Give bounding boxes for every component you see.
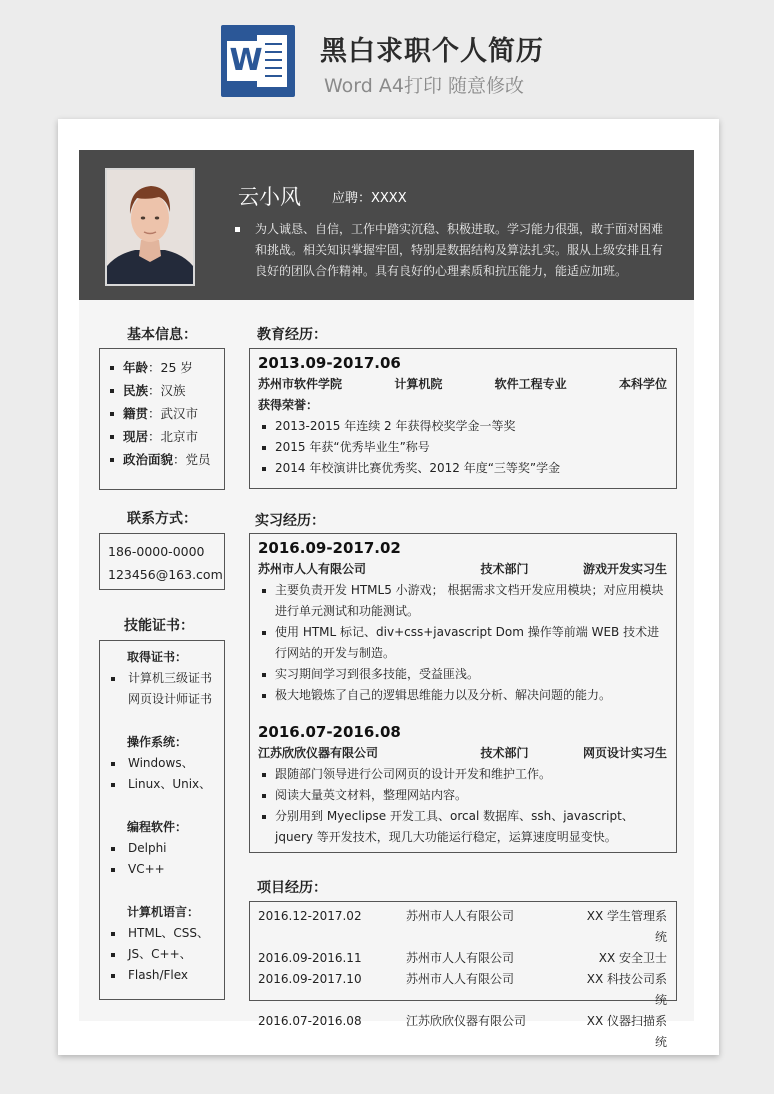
job-duties <box>258 580 667 706</box>
cert-line1: 计算机三级证书 <box>128 671 213 685</box>
word-icon <box>221 25 295 97</box>
internship-title: 实习经历： <box>255 513 325 529</box>
list-item: 2014 年校演讲比赛优秀奖、2012 年度“三等奖”学金 <box>258 458 667 479</box>
bullet-icon <box>235 227 240 232</box>
list-item: HTML、CSS、 <box>100 923 224 944</box>
basic-info-label: 年龄 <box>123 360 149 375</box>
list-item: Linux、Unix、 <box>100 774 224 795</box>
project-date: 2016.07-2016.08 <box>258 1014 362 1028</box>
list-item: Windows、 <box>100 753 224 774</box>
banner-subtitle: Word A4打印 随意修改 <box>324 75 525 97</box>
job-duties <box>258 764 667 848</box>
list-item: 实习期间学习到很多技能，受益匪浅。 <box>258 664 667 685</box>
education-box <box>249 348 677 489</box>
contact-email: 123456@163.com <box>108 567 223 582</box>
skills-box <box>99 640 225 1000</box>
project-name: XX 安全卫士 <box>598 951 667 965</box>
job-role: 网页设计实习生 <box>582 746 667 760</box>
list-item: VC++ <box>100 859 224 880</box>
list-item: 极大地锻炼了自己的逻辑思维能力以及分析、解决问题的能力。 <box>258 685 667 706</box>
contact-title: 联系方式： <box>127 511 197 527</box>
os-list <box>100 753 224 795</box>
basic-info-label: 籍贯 <box>123 406 149 421</box>
job-row <box>258 743 667 764</box>
basic-info-item <box>106 448 224 471</box>
job-dept: 技术部门 <box>480 562 529 576</box>
banner <box>0 0 774 118</box>
job-row <box>258 559 667 580</box>
prog-title: 编程软件： <box>127 820 188 834</box>
banner-title: 黑白求职个人简历 <box>320 36 544 67</box>
job-company: 苏州市人人有限公司 <box>258 562 367 576</box>
list-item: JS、C++、 <box>100 944 224 965</box>
applied-position: 应聘：XXXX <box>332 191 407 206</box>
internship-box <box>249 533 677 853</box>
basic-info-value: ：25 岁 <box>148 360 193 375</box>
project-name: XX 学生管理系统 <box>586 909 667 944</box>
project-row <box>258 906 667 948</box>
project-company: 苏州市人人有限公司 <box>406 909 515 923</box>
project-date: 2016.09-2017.10 <box>258 972 362 986</box>
projects-title: 项目经历： <box>257 880 327 896</box>
list-item: 跟随部门领导进行公司网页的设计开发和维护工作。 <box>258 764 667 785</box>
word-icon-letter: W <box>227 41 265 81</box>
education-major: 软件工程专业 <box>494 377 567 391</box>
project-company: 苏州市人人有限公司 <box>406 972 515 986</box>
basic-info-item <box>106 425 224 448</box>
education-title: 教育经历： <box>257 327 327 343</box>
basic-info-label: 民族 <box>123 383 149 398</box>
project-row <box>258 969 667 1011</box>
project-row <box>258 1011 667 1053</box>
project-name: XX 仪器扫描系统 <box>586 1014 667 1049</box>
education-dept: 计算机院 <box>394 377 443 391</box>
basic-info-value: ：党员 <box>173 452 211 467</box>
lang-list <box>100 923 224 986</box>
job-date: 2016.09-2017.02 <box>258 539 401 557</box>
honors-list <box>258 416 667 479</box>
project-company: 苏州市人人有限公司 <box>406 951 515 965</box>
education-row <box>258 374 667 395</box>
job-date: 2016.07-2016.08 <box>258 723 401 741</box>
list-item: 主要负责开发 HTML5 小游戏； 根据需求文档开发应用模块；对应用模块进行单元测试和功能测试。 <box>258 580 667 622</box>
education-degree: 本科学位 <box>618 377 667 391</box>
list-item: 2013-2015 年连续 2 年获得校奖学金一等奖 <box>258 416 667 437</box>
list-item: 使用 HTML 标记、div+css+javascript Dom 操作等前端 WEB 技术进行网站的开发与制造。 <box>258 622 667 664</box>
resume-header <box>79 150 694 300</box>
basic-info-label: 现居 <box>123 429 149 444</box>
contact-phone: 186-0000-0000 <box>108 544 205 559</box>
job-company: 江苏欣欣仪器有限公司 <box>258 746 379 760</box>
job-dept: 技术部门 <box>480 746 529 760</box>
basic-info-item <box>106 356 224 379</box>
projects-box <box>249 901 677 1049</box>
list-item <box>100 668 224 689</box>
lang-title: 计算机语言： <box>127 905 200 919</box>
project-company: 江苏欣欣仪器有限公司 <box>406 1014 527 1028</box>
self-introduction: 为人诚恳、自信，工作中踏实沉稳、积极进取。学习能力很强，敢于面对困难和挑战。相关知识掌握牢固，特别是数据结构及算法扎实。服从上级安排且有良好的团队合作精神。具有良好的心理素质和抗压能力，能适应加班。 <box>255 222 664 278</box>
basic-info-value: ：北京市 <box>148 429 199 444</box>
basic-info-title: 基本信息： <box>127 327 197 343</box>
basic-info-value: ：武汉市 <box>148 406 199 421</box>
basic-info-label: 政治面貌 <box>123 452 174 467</box>
basic-info-list <box>106 356 224 471</box>
list-item: 2015 年获“优秀毕业生”称号 <box>258 437 667 458</box>
prog-list <box>100 838 224 880</box>
honors-title: 获得荣誉： <box>258 398 319 412</box>
project-name: XX 科技公司系统 <box>586 972 667 1007</box>
basic-info-value: ：汉族 <box>148 383 186 398</box>
list-item: Delphi <box>100 838 224 859</box>
job-role: 游戏开发实习生 <box>582 562 667 576</box>
resume-paper <box>58 119 719 1055</box>
basic-info-item <box>106 402 224 425</box>
cert-line2: 网页设计师证书 <box>128 692 213 706</box>
cert-list <box>100 668 224 689</box>
project-date: 2016.12-2017.02 <box>258 909 362 923</box>
contact-box <box>99 533 225 590</box>
list-item: 分别用到 Myeclipse 开发工具、orcal 数据库、ssh、javascript、jquery 等开发技术，现几大功能运行稳定，运算速度明显变快。 <box>258 806 667 848</box>
os-title: 操作系统： <box>127 735 188 749</box>
resume-body <box>79 150 694 1049</box>
list-item: Flash/Flex <box>100 965 224 986</box>
education-school: 苏州市软件学院 <box>258 377 343 391</box>
basic-info-item <box>106 379 224 402</box>
skills-title: 技能证书： <box>124 618 194 634</box>
project-row <box>258 948 667 969</box>
applicant-name: 云小风 <box>238 185 301 209</box>
education-date: 2013.09-2017.06 <box>258 354 401 372</box>
basic-info-box <box>99 348 225 490</box>
profile-photo <box>105 168 195 286</box>
project-date: 2016.09-2016.11 <box>258 951 362 965</box>
list-item: 阅读大量英文材料，整理网站内容。 <box>258 785 667 806</box>
cert-title: 取得证书： <box>127 650 188 664</box>
